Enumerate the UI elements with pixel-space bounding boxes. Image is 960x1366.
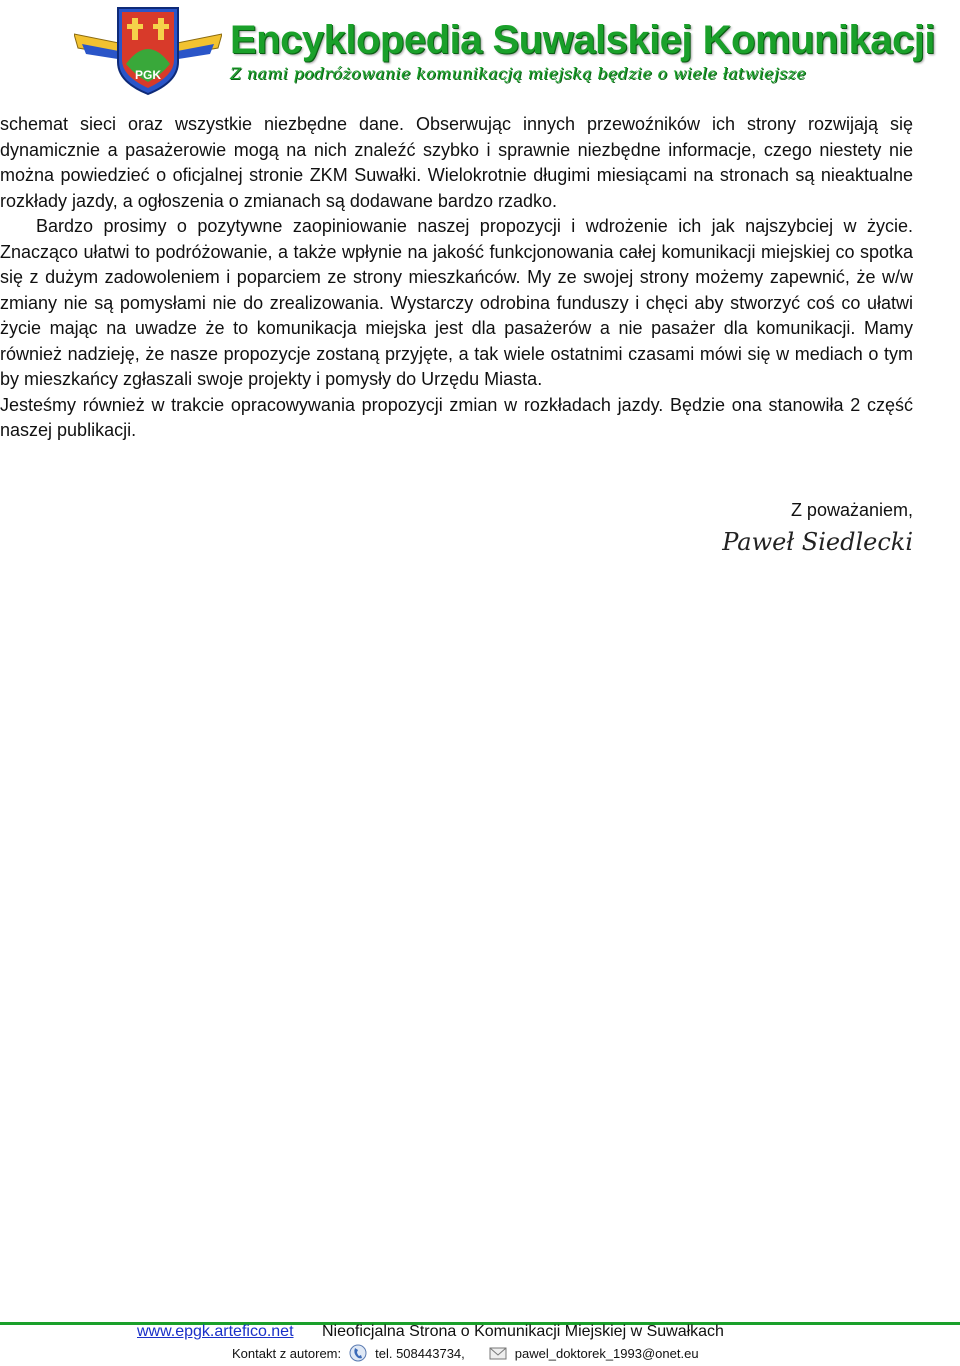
footer-link[interactable]: www.epgk.artefico.net	[137, 1323, 294, 1340]
footer-site-name: Nieoficjalna Strona o Komunikacji Miejskiej w Suwałkach	[321, 1323, 724, 1340]
paragraph-3: Jesteśmy również w trakcie opracowywania propozycji zmian w rozkładach jazdy. Będzie ona stanowiła 2 część naszej publikacji.	[0, 394, 913, 440]
footer-contact	[232, 1344, 699, 1362]
contact-email: pawel_doktorek_1993@onet.eu	[514, 1345, 699, 1361]
pgk-logo	[74, 4, 222, 98]
letter-body	[0, 112, 913, 444]
envelope-icon	[489, 1344, 507, 1362]
paragraph-1: schemat sieci oraz wszystkie niezbędne dane. Obserwując innych przewoźników ich strony rozwijają się dynamicznie a pasażerowie mogą na nich znaleźć szybko i sprawnie niezbędne informacje, czego niestety nie można powiedzieć o oficjalnej stronie ZKM Suwałki. Wielokrotnie długimi miesiącami na stronach są nieaktualne rozkłady jazdy, a ogłoszenia o zmianach są dodawane bardzo rzadko.	[0, 114, 913, 211]
page-header	[0, 0, 960, 100]
paragraph-2: Bardzo prosimy o pozytywne zaopiniowanie naszej propozycji i wdrożenie ich jak najszybciej w życie. Znacząco ułatwi to podróżowanie, a także wpłynie na jakość funkcjonowania całej komunikacji miejskiej co spotka się z dużym zadowoleniem i poparciem ze strony mieszkańców. My ze swojej strony możemy zapewnić, że w/w zmiany nie są pomysłami nie do zrealizowania. Wystarczy odrobina funduszy i chęci aby stworzyć coś co ułatwi życie mając na uwadze że to komunikacja miejska jest dla pasażerów a nie pasażer dla komunikacji. Mamy również nadzieję, że nasze propozycje zostaną przyjęte, a tak wiele ostatnimi czasami mówi się w mediach o tym by mieszkańcy zgłaszali swoje projekty i pomysły do Urzędu Miasta.	[0, 216, 913, 389]
closing-salutation: Z poważaniem,	[790, 500, 913, 520]
contact-phone: tel. 508443734,	[375, 1345, 465, 1361]
site-tagline: Z nami podróżowanie komunikacją miejską będzie o wiele łatwiejsze	[230, 64, 807, 83]
contact-label: Kontakt z autorem:	[232, 1345, 342, 1361]
footer-top	[137, 1323, 724, 1341]
logo-letters: PGK	[134, 68, 162, 82]
signature: Paweł Siedlecki	[722, 528, 913, 556]
phone-icon	[349, 1344, 367, 1362]
site-title: Encyklopedia Suwalskiej Komunikacji	[230, 18, 935, 62]
